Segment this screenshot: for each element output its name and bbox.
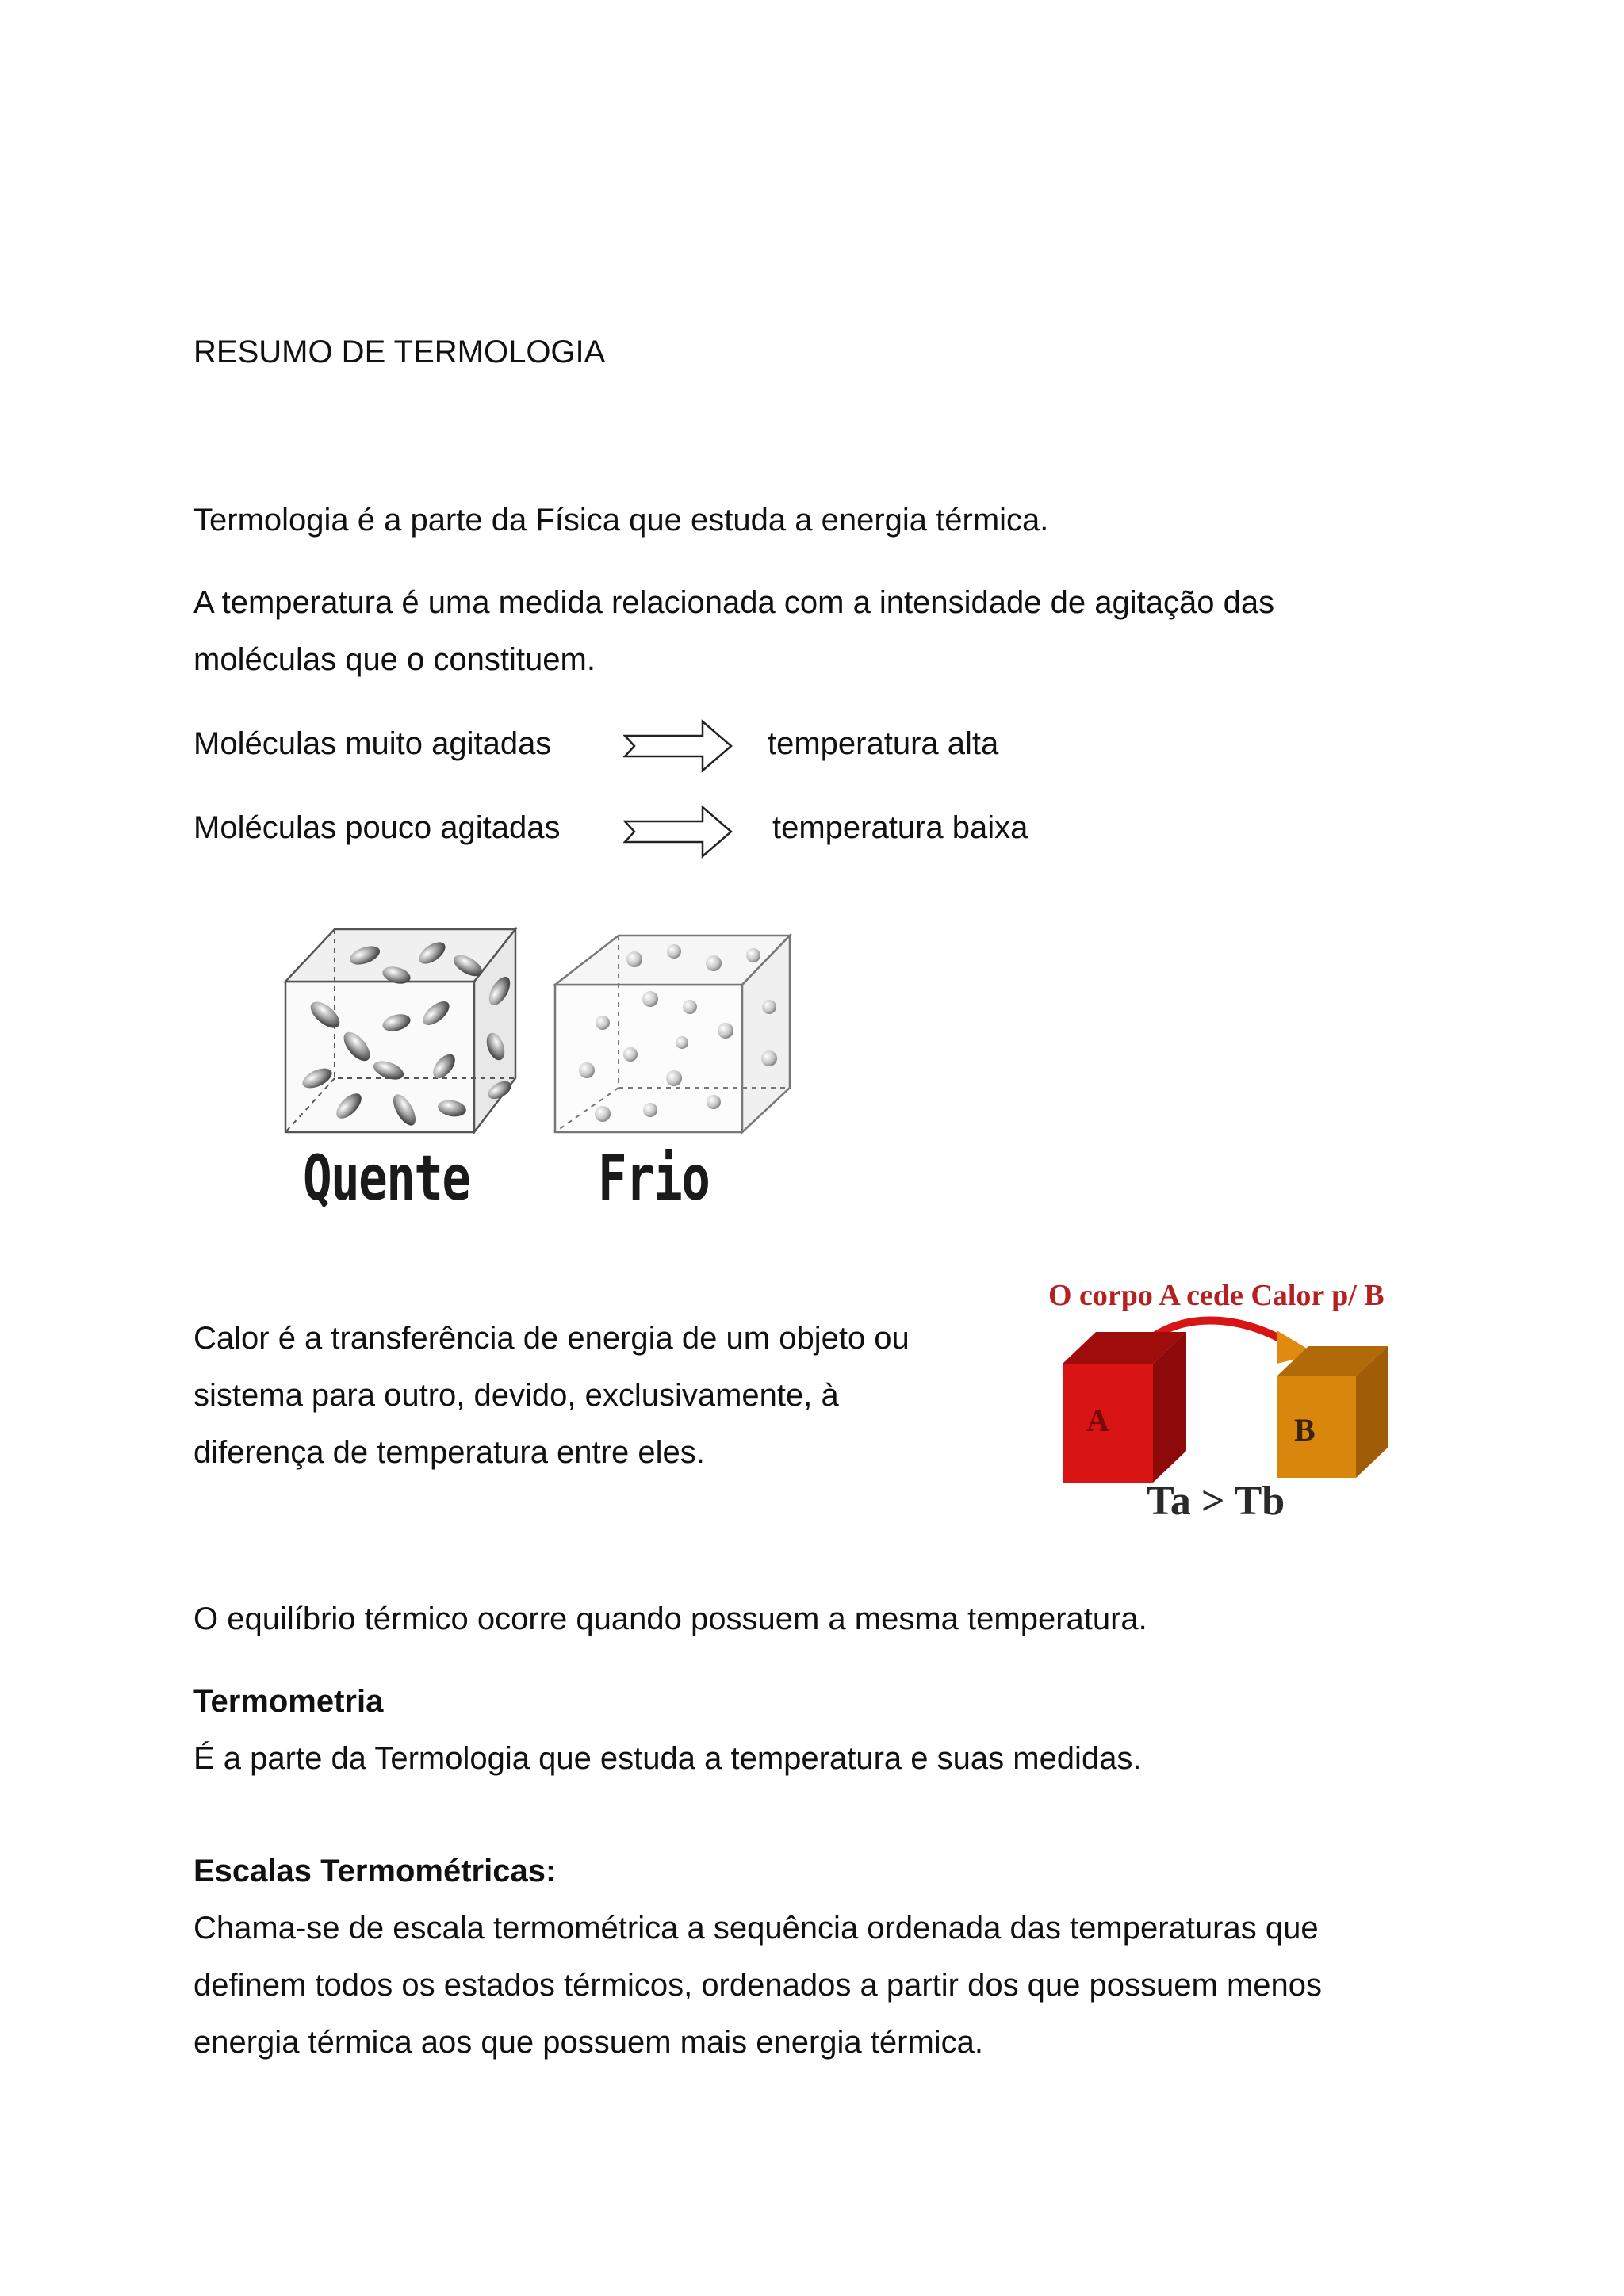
cubes-illustration [270,920,825,1134]
heat-definition-line-2: sistema para outro, devido, exclusivamente, à [193,1378,839,1413]
heat-figure-caption: O corpo A cede Calor p/ B [1048,1279,1385,1312]
temperature-relation: Ta > Tb [1147,1479,1285,1524]
hot-label: Quente [303,1143,470,1215]
relation-left-1: Moléculas muito agitadas [193,726,552,761]
intro-paragraph: Termologia é a parte da Física que estuda a energia térmica. [193,503,1049,538]
block-b-front [1277,1376,1356,1478]
scales-heading: Escalas Termométricas: [193,1854,557,1888]
right-arrow-icon [623,804,734,859]
relation-right-2: temperatura baixa [772,810,1028,845]
right-arrow-icon [623,718,734,774]
heat-definition-line-3: diferença de temperatura entre eles. [193,1435,705,1470]
relation-left-2: Moléculas pouco agitadas [193,810,561,845]
heat-transfer-figure [1039,1275,1435,1536]
thermometry-heading: Termometria [193,1684,384,1719]
block-b-label: B [1294,1412,1316,1448]
relation-right-1: temperatura alta [768,726,999,761]
scales-line-2: definem todos os estados térmicos, ordenados a partir dos que possuem menos [193,1968,1323,2003]
scales-line-3: energia térmica aos que possuem mais energia térmica. [193,2025,984,2060]
cold-cube [555,936,790,1132]
molecules-cubes-figure [270,920,825,1221]
cold-label: Frio [598,1143,710,1215]
document-title: RESUMO DE TERMOLOGIA [193,335,606,369]
thermometry-text: É a parte da Termologia que estuda a temperatura e suas medidas. [193,1741,1142,1776]
equilibrium-paragraph: O equilíbrio térmico ocorre quando possuem a mesma temperatura. [193,1601,1147,1636]
temperature-definition-line-1: A temperatura é uma medida relacionada com a intensidade de agitação das [193,585,1275,620]
heat-definition-line-1: Calor é a transferência de energia de um objeto ou [193,1321,910,1356]
scales-line-1: Chama-se de escala termométrica a sequência ordenada das temperaturas que [193,1911,1319,1946]
block-a-label: A [1086,1402,1109,1438]
temperature-definition-line-2: moléculas que o constituem. [193,642,596,677]
